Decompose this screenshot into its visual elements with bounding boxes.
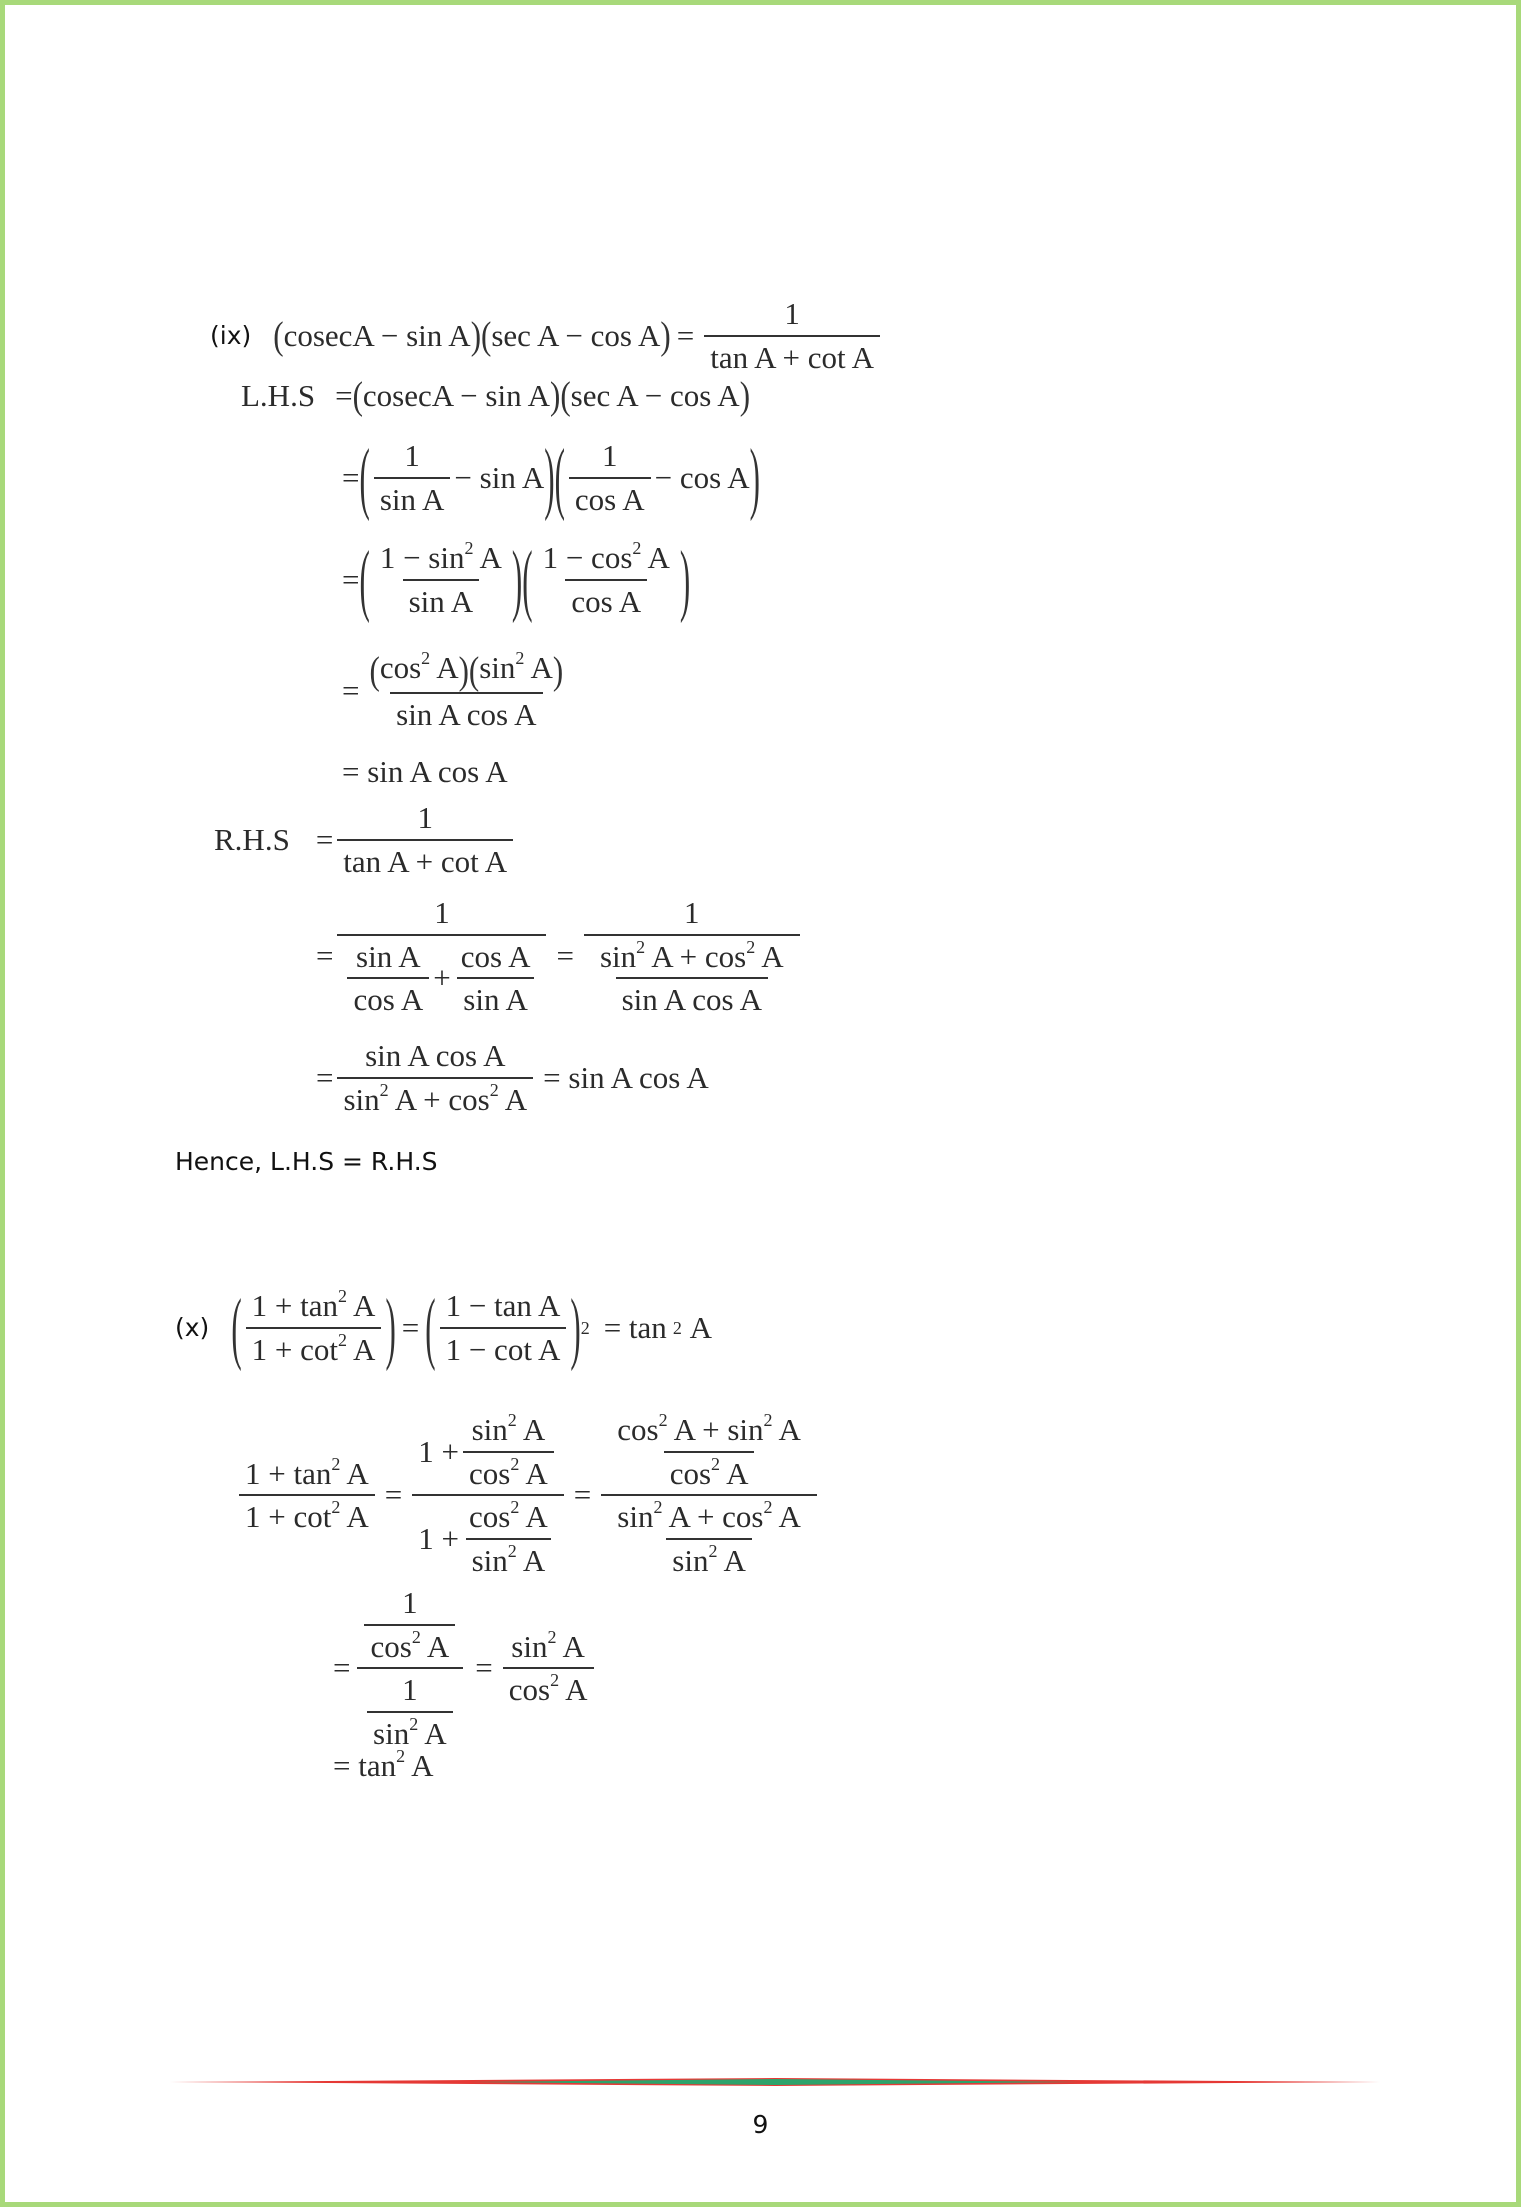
text: 1 − sin xyxy=(379,540,465,575)
denominator: cos A xyxy=(569,477,651,518)
exponent: 2 xyxy=(547,1626,557,1647)
numerator xyxy=(505,1626,591,1668)
denominator: cos A xyxy=(347,977,429,1018)
lhs-line-5: = sin A cos A xyxy=(342,754,508,789)
text: A xyxy=(436,650,459,685)
expr-cosec-minus-sin: cosecA − sin A xyxy=(283,317,471,353)
fraction xyxy=(412,1412,564,1579)
numerator: 1 xyxy=(684,895,700,930)
numerator xyxy=(466,1412,552,1451)
expr-cosec-minus-sin: cosecA − sin A xyxy=(362,378,550,413)
plus: + xyxy=(433,960,451,996)
equals: = xyxy=(573,1477,592,1513)
text: A xyxy=(411,1748,434,1783)
equals: = xyxy=(401,1309,420,1345)
text: A xyxy=(424,1715,447,1751)
denominator xyxy=(503,1667,594,1708)
numerator xyxy=(239,1453,375,1495)
text: A xyxy=(726,1455,749,1491)
denominator xyxy=(601,1494,817,1578)
fraction xyxy=(239,1453,375,1535)
text: A xyxy=(778,1412,801,1447)
numerator: 1 xyxy=(417,800,433,835)
equals: = xyxy=(384,1477,403,1513)
text: 1 + cot xyxy=(245,1499,332,1535)
plus: + xyxy=(679,938,698,974)
exponent: 2 xyxy=(708,1540,718,1561)
text: cos xyxy=(370,1628,412,1664)
numerator xyxy=(601,1412,817,1494)
paren-open: ( xyxy=(481,313,492,357)
exponent: 2 xyxy=(711,1453,721,1474)
text: cos xyxy=(448,1081,490,1117)
numerator xyxy=(611,1499,807,1538)
denominator: cos A xyxy=(565,579,647,620)
exponent: 2 xyxy=(763,1497,773,1518)
fraction xyxy=(246,1288,382,1367)
fraction xyxy=(503,1626,594,1708)
fraction xyxy=(354,1585,465,1752)
text: cos xyxy=(469,1499,511,1535)
big-paren-open: ( xyxy=(425,1280,436,1372)
equals: = xyxy=(333,1650,351,1686)
text: A xyxy=(522,1542,546,1578)
exponent: 2 xyxy=(746,936,756,957)
denominator xyxy=(664,1451,755,1492)
exponent: 2 xyxy=(396,1746,406,1766)
denominator xyxy=(463,1451,554,1492)
paren-close: ) xyxy=(470,313,482,357)
plus: + xyxy=(702,1412,720,1447)
fraction xyxy=(337,895,546,1018)
fraction xyxy=(704,296,880,375)
numerator: 1 xyxy=(434,895,450,930)
text: A xyxy=(562,1628,585,1664)
big-paren-close: ) xyxy=(679,532,691,624)
denominator: sin A cos A xyxy=(616,977,768,1018)
denominator xyxy=(367,1711,453,1752)
text: 1 + xyxy=(418,1521,460,1557)
denominator: sin A xyxy=(403,579,480,620)
x-line-3 xyxy=(333,1748,434,1784)
paren-close: ) xyxy=(739,373,751,418)
exponent: 2 xyxy=(632,538,642,558)
text: A xyxy=(394,1081,416,1117)
text: sin xyxy=(617,1499,654,1535)
exponent: 2 xyxy=(510,1497,520,1518)
big-paren-open: ( xyxy=(554,430,565,522)
fraction xyxy=(463,1412,554,1491)
exponent: 2 xyxy=(411,1626,421,1647)
text: cos xyxy=(379,650,422,685)
lhs-line-3 xyxy=(342,532,691,624)
fraction xyxy=(455,939,537,1018)
numerator: 1 − tan A xyxy=(445,1288,561,1323)
text: A xyxy=(761,938,784,974)
numerator: 1 xyxy=(404,438,420,473)
exponent: 2 xyxy=(338,1286,347,1306)
exponent: 2 xyxy=(658,1410,668,1430)
text: A xyxy=(778,1499,801,1535)
text: A xyxy=(530,650,553,685)
fraction xyxy=(440,1288,567,1367)
denominator xyxy=(584,934,800,1018)
term-minus-cos: − cos A xyxy=(654,459,750,495)
plus: + xyxy=(423,1081,441,1117)
text: 1 + xyxy=(418,1433,460,1469)
lhs-label: L.H.S xyxy=(241,378,316,413)
result: = sin A cos A xyxy=(543,1059,709,1095)
big-paren-close: ) xyxy=(385,1280,396,1372)
fraction xyxy=(611,1412,807,1491)
big-paren-close: ) xyxy=(511,532,523,624)
fraction xyxy=(569,438,651,517)
fraction xyxy=(347,939,429,1018)
denominator xyxy=(466,1538,552,1579)
text: cos xyxy=(704,938,747,974)
big-paren-close: ) xyxy=(749,430,760,522)
text: cos xyxy=(722,1499,764,1535)
text: A xyxy=(689,1309,712,1345)
exponent: 2 xyxy=(464,538,474,558)
text: sin xyxy=(471,1412,508,1447)
denominator xyxy=(337,1077,533,1118)
equals: = xyxy=(335,378,353,413)
text: cos xyxy=(508,1672,551,1708)
x-label: (x) xyxy=(175,1313,210,1343)
equals: = xyxy=(342,561,360,597)
text: A xyxy=(346,1499,369,1535)
fraction xyxy=(463,1499,554,1578)
paren-close: ) xyxy=(458,648,469,693)
lhs-line-4 xyxy=(342,650,573,732)
equals: = xyxy=(676,317,695,353)
denominator: tan A + cot A xyxy=(337,839,513,880)
numerator: 1 xyxy=(402,1585,418,1620)
x-line-2 xyxy=(333,1585,598,1752)
text: A xyxy=(353,1288,376,1323)
exponent: 2 xyxy=(507,1540,517,1561)
exponent: 2 xyxy=(421,648,431,668)
lhs-line-1 xyxy=(241,373,751,418)
text: cos xyxy=(617,1412,659,1447)
big-paren-open: ( xyxy=(522,532,533,624)
lhs-line-2 xyxy=(342,430,760,522)
big-paren-open: ( xyxy=(359,430,370,522)
plus: + xyxy=(696,1499,715,1535)
exponent: 2 xyxy=(515,648,525,668)
paren-close: ) xyxy=(550,373,561,418)
denominator: tan A + cot A xyxy=(704,335,880,376)
denominator xyxy=(337,934,546,1018)
exponent: 2 xyxy=(636,936,646,957)
text: A xyxy=(647,540,670,575)
fraction xyxy=(367,1672,453,1751)
numerator: 1 xyxy=(784,296,800,331)
text: A xyxy=(522,1412,546,1447)
big-paren-open: ( xyxy=(231,1280,242,1372)
fraction xyxy=(364,1585,455,1664)
text: sin xyxy=(727,1412,764,1447)
denominator: sin A xyxy=(374,477,451,518)
text: cos xyxy=(469,1455,511,1491)
denominator xyxy=(357,1667,463,1751)
exponent: 2 xyxy=(763,1410,773,1430)
exponent: 2 xyxy=(507,1410,517,1430)
paren-open: ( xyxy=(369,648,380,693)
text: 1 − cos xyxy=(542,540,633,575)
text: 1 + tan xyxy=(251,1288,338,1323)
exponent: 2 xyxy=(338,1329,347,1350)
text: A xyxy=(668,1499,690,1535)
text: 1 + cot xyxy=(251,1331,338,1367)
numerator xyxy=(363,650,569,692)
ix-statement xyxy=(210,296,884,375)
exponent: 2 xyxy=(653,1497,663,1518)
paren-close: ) xyxy=(660,313,671,357)
ix-statement-math xyxy=(273,296,884,375)
fraction xyxy=(374,438,451,517)
denominator xyxy=(666,1538,752,1579)
equals: = xyxy=(556,938,574,974)
text: sin xyxy=(343,1081,380,1117)
text: A xyxy=(651,938,672,974)
text: sin xyxy=(511,1628,548,1664)
equals: = xyxy=(315,821,334,857)
fraction xyxy=(601,1412,817,1579)
footer-rule xyxy=(170,2078,1380,2086)
numerator xyxy=(354,1585,465,1667)
denominator: sin A cos A xyxy=(390,692,542,733)
fraction xyxy=(337,1038,533,1117)
rhs-label: R.H.S xyxy=(214,821,290,857)
fraction xyxy=(374,540,508,619)
text: A xyxy=(525,1455,548,1491)
text: A xyxy=(525,1499,548,1535)
x-statement-math: ( $\frac{1 + \tan^2 A}{1 + \cot^2 A}$ ) = ( $\frac{\text{1 − tan A}}{\text{1 − cot A}}$ ) 2 = tan 2 A xyxy=(231,1288,712,1367)
text: sin xyxy=(471,1542,508,1578)
exponent: 2 xyxy=(489,1079,499,1100)
text: sin xyxy=(672,1542,709,1578)
equals: = xyxy=(316,1059,334,1095)
ix-conclusion: Hence, L.H.S = R.H.S xyxy=(175,1147,438,1176)
exponent: 2 xyxy=(409,1713,419,1734)
equals-tan: = tan xyxy=(603,1309,667,1345)
fraction xyxy=(594,936,790,1018)
paren-open: ( xyxy=(352,373,363,418)
text: A xyxy=(479,540,502,575)
text: sin xyxy=(599,938,637,974)
numerator xyxy=(463,1499,554,1538)
exponent: 2 xyxy=(331,1453,341,1474)
numerator xyxy=(374,540,508,579)
rhs-line-2 xyxy=(316,895,804,1018)
text: A xyxy=(504,1081,528,1117)
denominator xyxy=(364,1624,455,1665)
numerator: sin A xyxy=(356,938,421,974)
expr-sec-minus-cos: sec A − cos A xyxy=(570,378,740,413)
ix-label: (ix) xyxy=(210,321,252,351)
numerator: 1 xyxy=(402,1672,418,1708)
numerator xyxy=(611,1412,807,1451)
numerator xyxy=(246,1288,382,1327)
term-minus-sin: − sin A xyxy=(454,459,545,495)
rhs-line-3 xyxy=(316,1038,709,1117)
text: A xyxy=(346,1455,369,1491)
denominator: 1 − cot A xyxy=(440,1327,567,1368)
expr-sec-minus-cos: sec A − cos A xyxy=(491,317,661,353)
text: A xyxy=(353,1331,376,1367)
numerator xyxy=(412,1412,564,1494)
equals: = xyxy=(342,673,360,709)
text: cos xyxy=(669,1455,712,1491)
text: A xyxy=(673,1412,695,1447)
numerator xyxy=(594,936,790,978)
x-statement xyxy=(175,1280,712,1372)
big-paren-open: ( xyxy=(359,532,370,624)
paren-open: ( xyxy=(560,373,571,418)
paren-open: ( xyxy=(273,313,284,357)
denominator xyxy=(246,1327,382,1368)
denominator: sin A xyxy=(457,977,534,1018)
equals: = xyxy=(316,938,334,974)
equals-tan: = tan xyxy=(333,1748,397,1783)
exponent: 2 xyxy=(510,1453,520,1474)
big-paren-close: ) xyxy=(570,1280,581,1372)
fraction xyxy=(363,650,569,732)
paren-close: ) xyxy=(552,648,564,693)
page-number: 9 xyxy=(752,2110,769,2139)
text: 1 + tan xyxy=(245,1455,332,1491)
numerator: cos A xyxy=(460,938,531,974)
fraction xyxy=(584,895,800,1018)
text: sin xyxy=(479,650,516,685)
denominator xyxy=(239,1494,375,1535)
text: A xyxy=(723,1542,746,1578)
numerator: sin A cos A xyxy=(365,1038,506,1073)
exponent: 2 xyxy=(379,1079,389,1100)
numerator: 1 xyxy=(602,438,618,473)
fraction xyxy=(537,540,676,619)
equals: = xyxy=(475,1650,493,1686)
equals: = xyxy=(342,459,360,495)
text: A xyxy=(426,1628,450,1664)
denominator xyxy=(412,1494,564,1578)
x-line-1 xyxy=(235,1412,821,1579)
fraction xyxy=(611,1499,807,1578)
paren-open: ( xyxy=(468,648,480,693)
rhs-line-1 xyxy=(214,800,517,879)
exponent: 2 xyxy=(331,1497,341,1518)
numerator xyxy=(537,540,676,579)
big-paren-close: ) xyxy=(544,430,555,522)
text: sin xyxy=(373,1715,410,1751)
text: A xyxy=(565,1672,588,1708)
exponent: 2 xyxy=(550,1670,560,1691)
fraction xyxy=(337,800,513,879)
